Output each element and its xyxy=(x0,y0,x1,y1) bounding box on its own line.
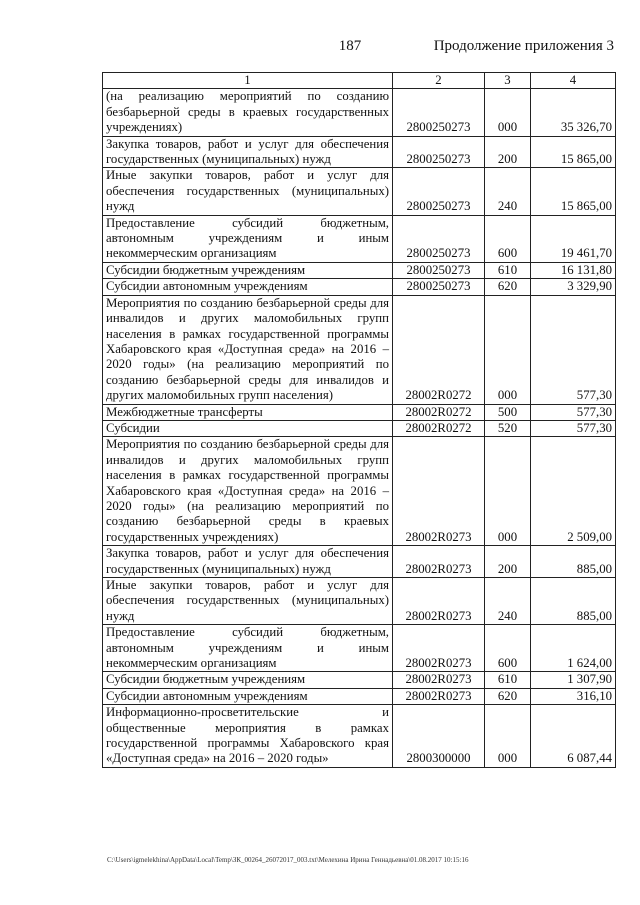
table-row xyxy=(103,89,616,136)
amount-cell: 885,00 xyxy=(531,546,616,578)
expense-type-cell: 000 xyxy=(485,295,531,404)
amount-cell: 6 087,44 xyxy=(531,705,616,768)
target-code-cell: 28002R0273 xyxy=(393,546,485,578)
amount-cell: 1 307,90 xyxy=(531,672,616,688)
amount-cell: 16 131,80 xyxy=(531,262,616,278)
amount-cell: 15 865,00 xyxy=(531,136,616,168)
amount-cell: 15 865,00 xyxy=(531,168,616,215)
expense-type-cell: 240 xyxy=(485,168,531,215)
continuation-label: Продолжение приложения 3 xyxy=(433,38,614,54)
expense-type-cell: 500 xyxy=(485,404,531,420)
target-code-cell: 2800250273 xyxy=(393,168,485,215)
target-code-cell: 2800250273 xyxy=(393,262,485,278)
expense-type-cell: 610 xyxy=(485,262,531,278)
expense-name-cell: Субсидии автономным учреждениям xyxy=(103,688,393,704)
expense-type-cell: 610 xyxy=(485,672,531,688)
target-code-cell: 2800250273 xyxy=(393,136,485,168)
expense-type-cell: 600 xyxy=(485,215,531,262)
expense-type-cell: 620 xyxy=(485,279,531,295)
column-header: 4 xyxy=(531,73,616,89)
expense-type-cell: 000 xyxy=(485,705,531,768)
target-code-cell: 28002R0272 xyxy=(393,295,485,404)
table-row xyxy=(103,279,616,295)
expense-name-cell: Субсидии xyxy=(103,420,393,436)
table-row xyxy=(103,546,616,578)
amount-cell: 577,30 xyxy=(531,295,616,404)
table-row xyxy=(103,262,616,278)
amount-cell: 2 509,00 xyxy=(531,437,616,546)
expense-name-cell: Мероприятия по созданию безбарьерной среды для инвалидов и других маломобильных групп населения в рамках государственной программы Хабаровского края «Доступная среда» на 2016 – 2020 годы» (на реализацию мероприятий по созданию безбарьерной среды для инвалидов и других маломобильных групп населения) xyxy=(103,295,393,404)
column-header: 2 xyxy=(393,73,485,89)
target-code-cell: 2800250273 xyxy=(393,215,485,262)
table-row xyxy=(103,578,616,625)
table-row xyxy=(103,136,616,168)
expense-type-cell: 000 xyxy=(485,437,531,546)
target-code-cell: 2800250273 xyxy=(393,279,485,295)
expense-name-cell: Закупка товаров, работ и услуг для обеспечения государственных (муниципальных) нужд xyxy=(103,136,393,168)
budget-table xyxy=(102,72,616,768)
table-body xyxy=(103,89,616,767)
amount-cell: 885,00 xyxy=(531,578,616,625)
table-row xyxy=(103,705,616,768)
expense-name-cell: Иные закупки товаров, работ и услуг для обеспечения государственных (муниципальных) нужд xyxy=(103,168,393,215)
amount-cell: 3 329,90 xyxy=(531,279,616,295)
page-number: 187 xyxy=(338,38,362,54)
expense-type-cell: 200 xyxy=(485,136,531,168)
table-header-row xyxy=(103,73,616,89)
column-header: 3 xyxy=(485,73,531,89)
expense-name-cell: Иные закупки товаров, работ и услуг для обеспечения государственных (муниципальных) нужд xyxy=(103,578,393,625)
expense-name-cell: (на реализацию мероприятий по созданию безбарьерной среды в краевых государственных учреждениях) xyxy=(103,89,393,136)
table-row xyxy=(103,215,616,262)
table-row xyxy=(103,420,616,436)
target-code-cell: 28002R0272 xyxy=(393,404,485,420)
column-header: 1 xyxy=(103,73,393,89)
amount-cell: 577,30 xyxy=(531,404,616,420)
expense-type-cell: 240 xyxy=(485,578,531,625)
amount-cell: 35 326,70 xyxy=(531,89,616,136)
target-code-cell: 2800250273 xyxy=(393,89,485,136)
table-row xyxy=(103,295,616,404)
expense-type-cell: 200 xyxy=(485,546,531,578)
expense-type-cell: 600 xyxy=(485,625,531,672)
expense-name-cell: Предоставление субсидий бюджетным, автономным учреждениям и иным некоммерческим организациям xyxy=(103,625,393,672)
expense-name-cell: Закупка товаров, работ и услуг для обеспечения государственных (муниципальных) нужд xyxy=(103,546,393,578)
amount-cell: 19 461,70 xyxy=(531,215,616,262)
table-row xyxy=(103,437,616,546)
table-row xyxy=(103,672,616,688)
target-code-cell: 2800300000 xyxy=(393,705,485,768)
expense-name-cell: Мероприятия по созданию безбарьерной среды для инвалидов и других маломобильных групп населения в рамках государственной программы Хабаровского края «Доступная среда» на 2016 – 2020 годы» (на реализацию мероприятий по созданию безбарьерной среды в краевых государственных учреждениях) xyxy=(103,437,393,546)
table-row xyxy=(103,625,616,672)
expense-type-cell: 520 xyxy=(485,420,531,436)
amount-cell: 577,30 xyxy=(531,420,616,436)
table-row xyxy=(103,168,616,215)
expense-name-cell: Субсидии бюджетным учреждениям xyxy=(103,672,393,688)
table-row xyxy=(103,404,616,420)
file-path-footer: C:\Users\igmelekhina\AppData\Local\Temp\ЗК_00264_26072017_003.txt\Мелехина Ирина Геннадьевна\01.08.2017 10:15:16 xyxy=(107,856,469,864)
expense-name-cell: Межбюджетные трансферты xyxy=(103,404,393,420)
expense-name-cell: Предоставление субсидий бюджетным, автономным учреждениям и иным некоммерческим организациям xyxy=(103,215,393,262)
table-row xyxy=(103,688,616,704)
amount-cell: 316,10 xyxy=(531,688,616,704)
target-code-cell: 28002R0273 xyxy=(393,672,485,688)
expense-name-cell: Субсидии автономным учреждениям xyxy=(103,279,393,295)
expense-type-cell: 000 xyxy=(485,89,531,136)
target-code-cell: 28002R0273 xyxy=(393,578,485,625)
target-code-cell: 28002R0272 xyxy=(393,420,485,436)
expense-name-cell: Субсидии бюджетным учреждениям xyxy=(103,262,393,278)
expense-name-cell: Информационно-просветительские и общественные мероприятия в рамках государственной программы Хабаровского края «Доступная среда» на 2016 – 2020 годы» xyxy=(103,705,393,768)
expense-type-cell: 620 xyxy=(485,688,531,704)
amount-cell: 1 624,00 xyxy=(531,625,616,672)
target-code-cell: 28002R0273 xyxy=(393,625,485,672)
target-code-cell: 28002R0273 xyxy=(393,688,485,704)
target-code-cell: 28002R0273 xyxy=(393,437,485,546)
